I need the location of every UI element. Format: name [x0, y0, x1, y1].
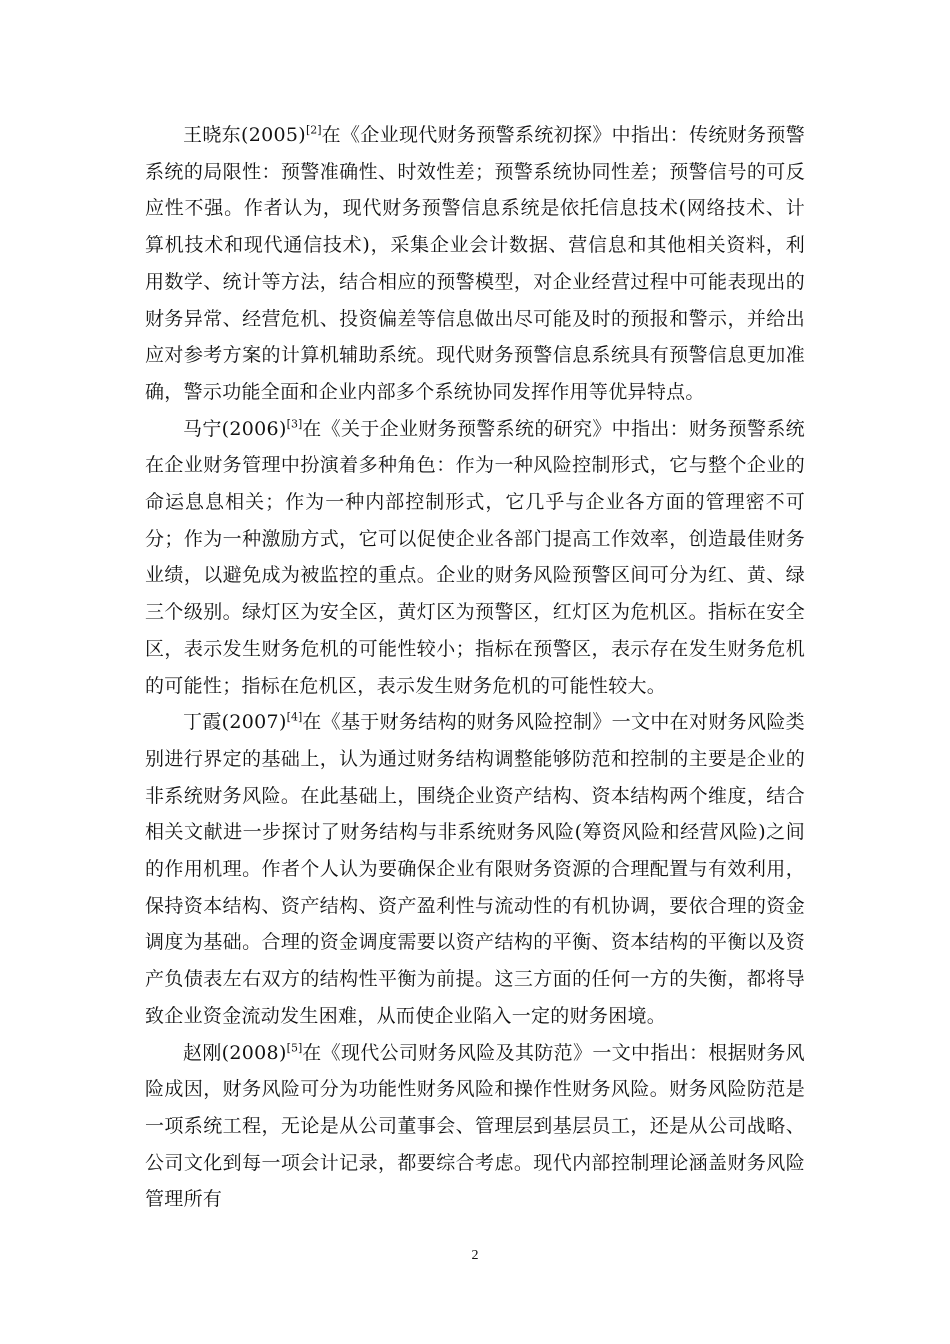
paragraph-body: 在《企业现代财务预警系统初探》中指出：传统财务预警系统的局限性：预警准确性、时效性差；预警系统协同性差；预警信号的可反应性不强。作者认为，现代财务预警信息系统是依托信息技术(网络技术、计算机技术和现代通信技术)，采集企业会计数据、营信息和其他相关资料，利用数学、统计等方法，结合相应的预警模型，对企业经营过程中可能表现出的财务异常、经营危机、投资偏差等信息做出尽可能及时的预报和警示，并给出应对参考方案的计算机辅助系统。现代财务预警信息系统具有预警信息更加准确，警示功能全面和企业内部多个系统协同发挥作用等优异特点。 — [145, 124, 805, 403]
paragraph-zhao-gang — [145, 1035, 805, 1219]
citation-marker: [3] — [286, 417, 303, 431]
paragraph-body: 在《关于企业财务预警系统的研究》中指出：财务预警系统在企业财务管理中扮演着多种角色：作为一种风险控制形式，它与整个企业的命运息息相关；作为一种内部控制形式，它几乎与企业各方面的管理密不可分；作为一种激励方式，它可以促使企业各部门提高工作效率，创造最佳财务业绩，以避免成为被监控的重点。企业的财务风险预警区间可分为红、黄、绿三个级别。绿灯区为安全区，黄灯区为预警区，红灯区为危机区。指标在安全区，表示发生财务危机的可能性较小；指标在预警区，表示存在发生财务危机的可能性；指标在危机区，表示发生财务危机的可能性较大。 — [145, 417, 805, 697]
body-text — [145, 117, 805, 1218]
paragraph-body: 在《基于财务结构的财务风险控制》一文中在对财务风险类别进行界定的基础上，认为通过财务结构调整能够防范和控制的主要是企业的非系统财务风险。在此基础上，围绕企业资产结构、资本结构两个维度，结合相关文献进一步探讨了财务结构与非系统财务风险(筹资风险和经营风险)之间的作用机理。作者个人认为要确保企业有限财务资源的合理配置与有效利用，保持资本结构、资产结构、资产盈利性与流动性的有机协调，要依合理的资金调度为基础。合理的资金调度需要以资产结构的平衡、资本结构的平衡以及资产负债表左右双方的结构性平衡为前提。这三方面的任何一方的失衡，都将导致企业资金流动发生困难，从而使企业陷入一定的财务困境。 — [145, 711, 805, 1027]
paragraph-ding-xia — [145, 704, 805, 1034]
paragraph-body: 在《现代公司财务风险及其防范》一文中指出：根据财务风险成因，财务风险可分为功能性财务风险和操作性财务风险。财务风险防范是一项系统工程，无论是从公司董事会、管理层到基层员工，还是从公司战略、公司文化到每一项会计记录，都要综合考虑。现代内部控制理论涵盖财务风险管理所有 — [145, 1041, 805, 1211]
page-number: 2 — [471, 1248, 479, 1263]
author-year: 赵刚(2008) — [183, 1041, 287, 1064]
author-year: 丁霞(2007) — [183, 711, 287, 734]
paragraph-wang-xiaodong — [145, 117, 805, 411]
citation-marker: [2] — [306, 123, 322, 137]
paragraph-ma-ning — [145, 411, 805, 705]
citation-marker: [5] — [286, 1041, 303, 1055]
author-year: 马宁(2006) — [183, 417, 287, 440]
citation-marker: [4] — [286, 710, 303, 724]
author-year: 王晓东(2005) — [183, 124, 306, 146]
